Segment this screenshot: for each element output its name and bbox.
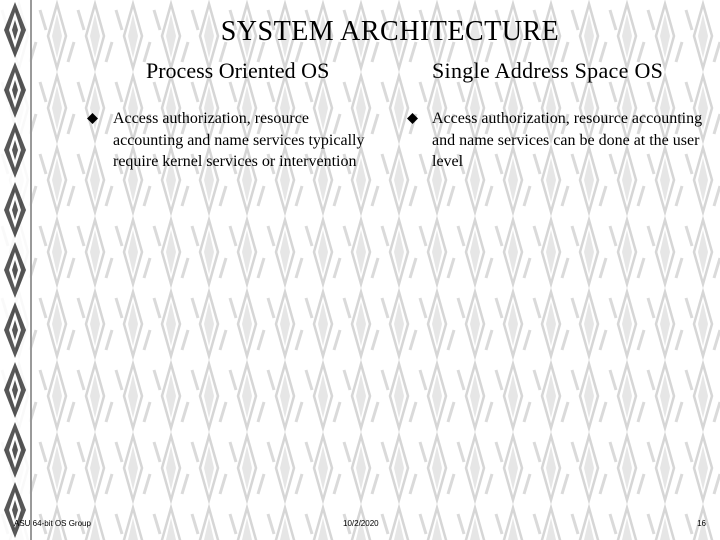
heading-single-address-space-os: Single Address Space OS: [432, 58, 664, 83]
footer-date: 10/2/2020: [343, 519, 379, 528]
bullet-text-right: Access authorization, resource accounting and name services can be done at the user level: [432, 110, 703, 170]
bullet-diamond-icon: [407, 113, 418, 124]
footer-page-number: 16: [697, 519, 706, 528]
slide-title: SYSTEM ARCHITECTURE: [220, 16, 560, 47]
bullet-diamond-icon: [87, 113, 98, 124]
footer-group: ASU 64-bit OS Group: [14, 519, 91, 528]
heading-process-oriented-os: Process Oriented OS: [146, 58, 330, 83]
bullet-text-left: Access authorization, resource accounting and name services typically require kernel services or intervention: [113, 110, 365, 170]
